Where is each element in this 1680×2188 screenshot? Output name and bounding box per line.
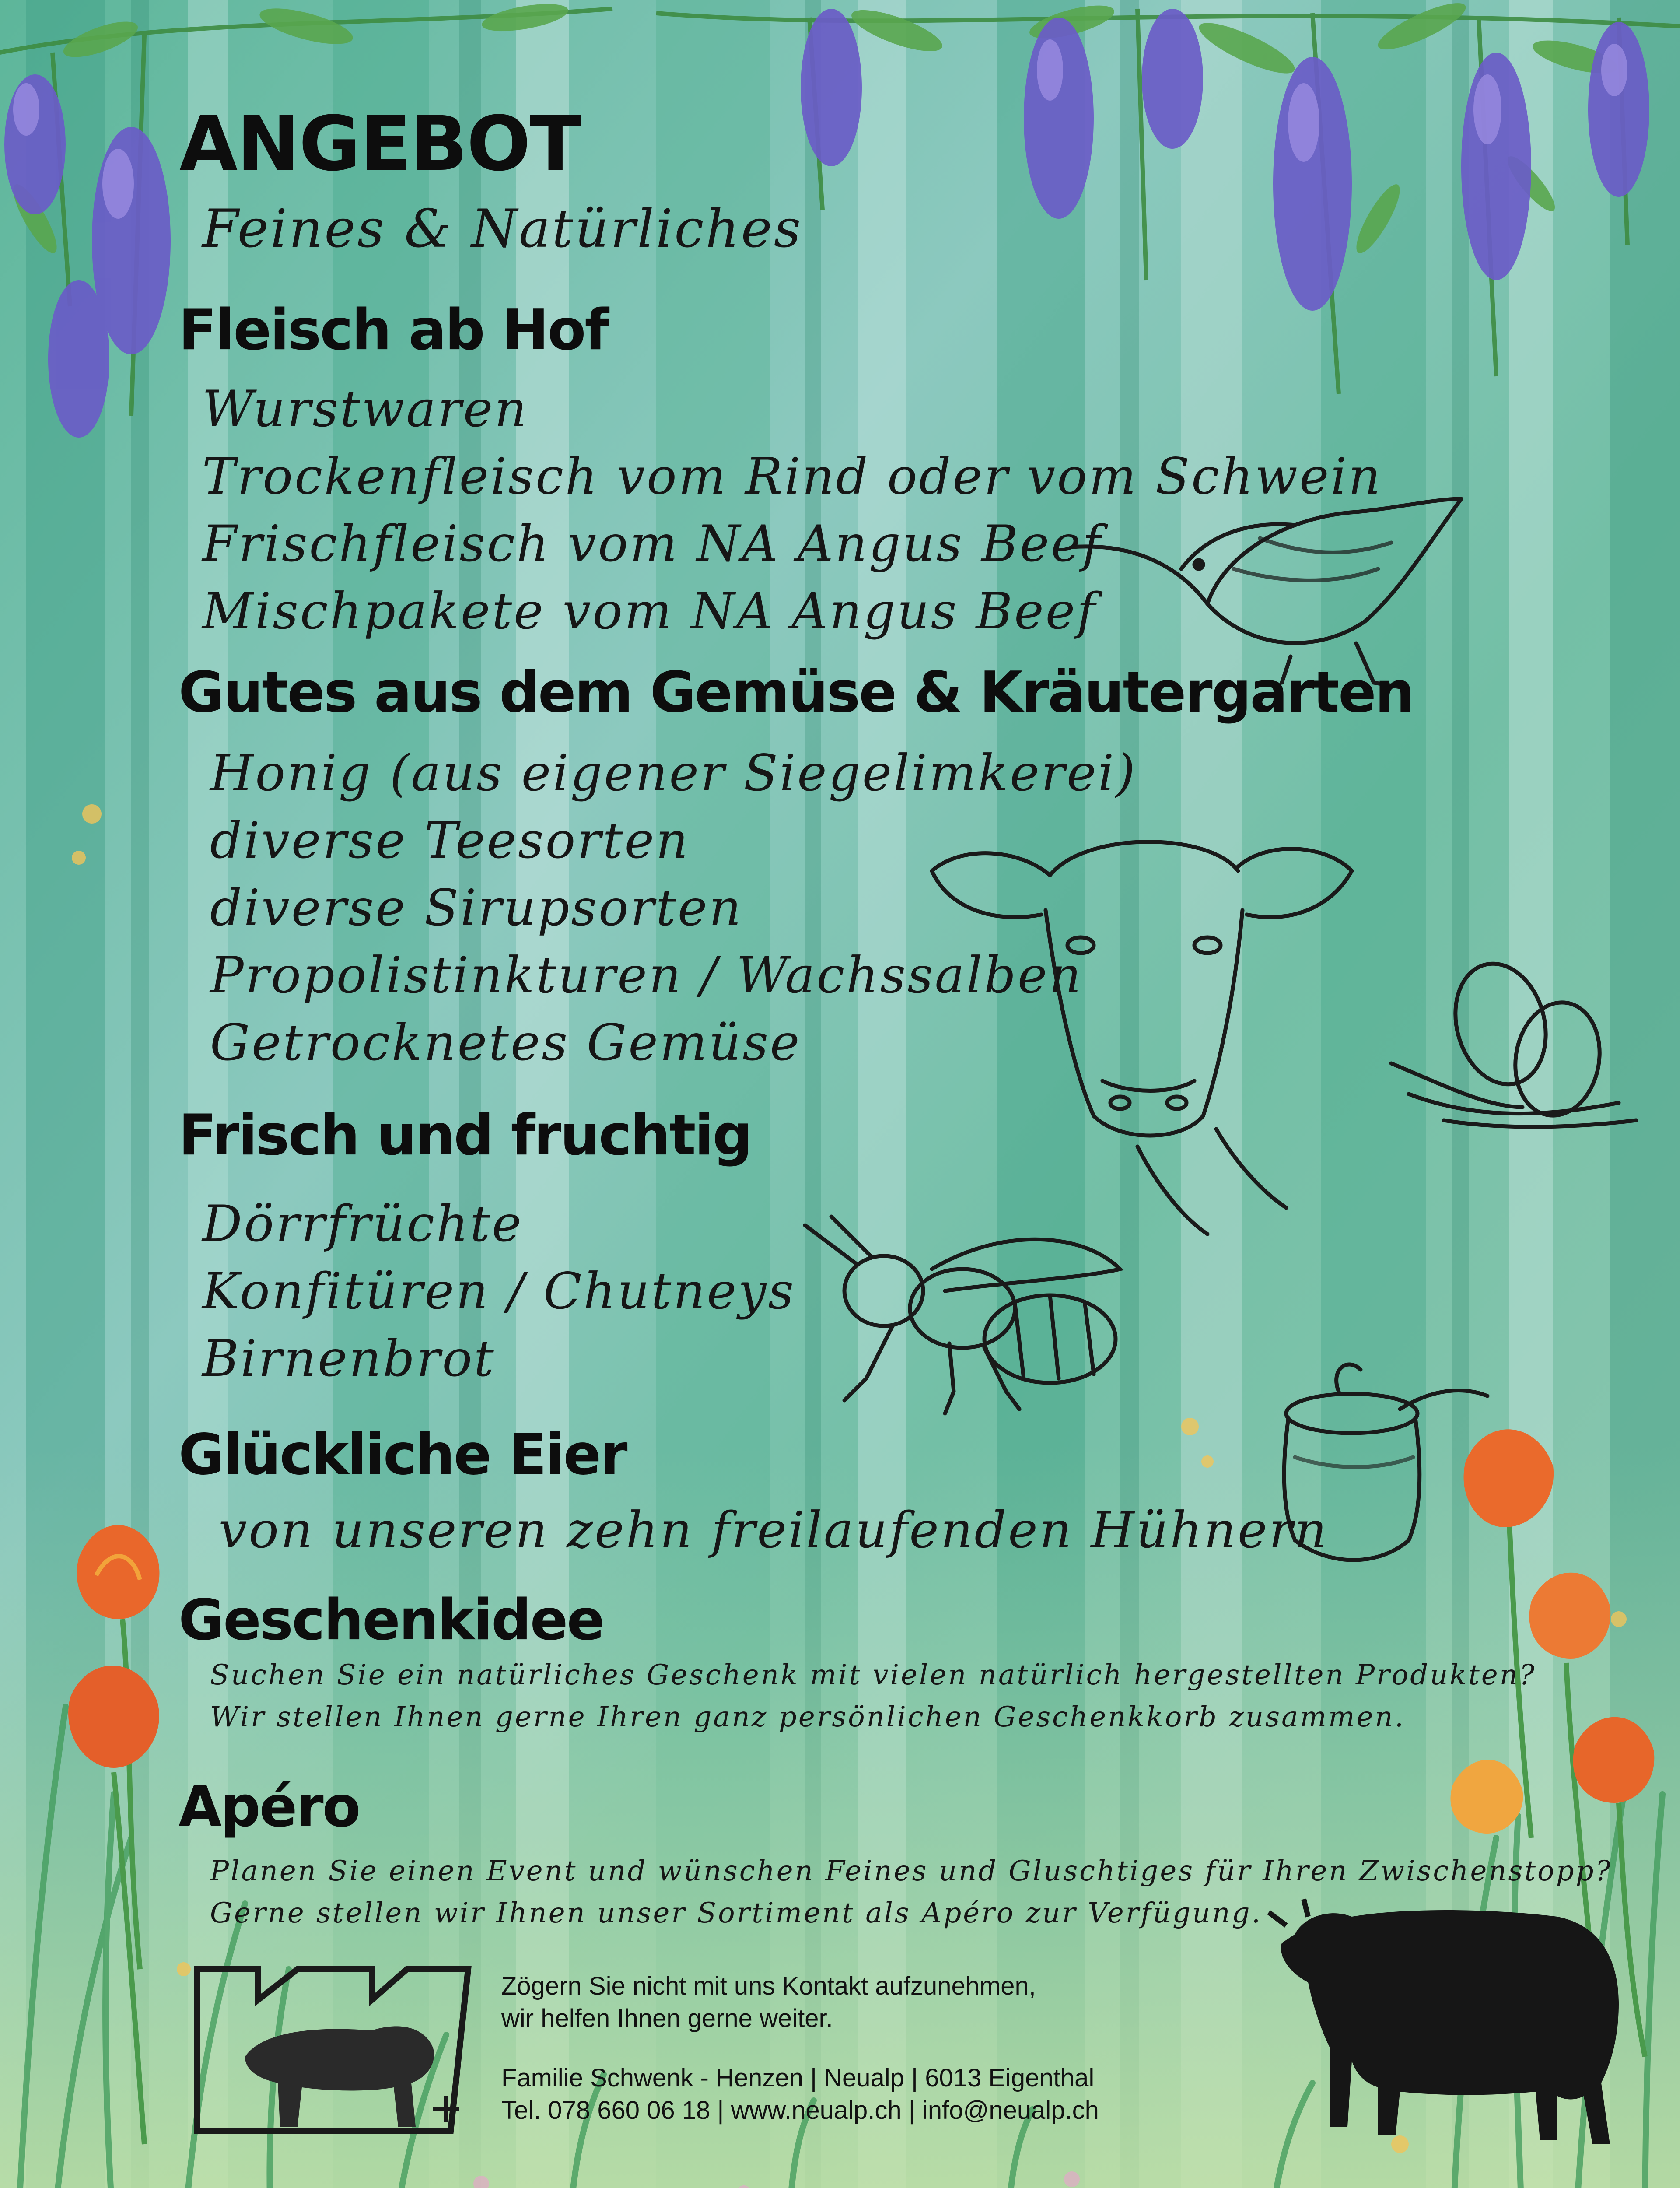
text-line: Planen Sie einen Event und wünschen Feines und Gluschtiges für Ihren Zwischenstopp? xyxy=(210,1855,1612,1887)
list-item: diverse Sirupsorten xyxy=(210,879,743,937)
section-heading-fleisch: Fleisch ab Hof xyxy=(178,298,608,363)
list-item: Wurstwaren xyxy=(202,380,528,438)
section-text-geschenkidee xyxy=(210,1654,1536,1738)
section-heading-gemuese: Gutes aus dem Gemüse & Kräutergarten xyxy=(178,660,1414,725)
section-heading-apero: Apéro xyxy=(178,1774,360,1840)
section-text-apero xyxy=(210,1850,1612,1934)
text-line: Gerne stellen wir Ihnen unser Sortiment als Apéro zur Verfügung. xyxy=(210,1897,1262,1929)
footer-invite-line2: wir helfen Ihnen gerne weiter. xyxy=(501,2004,833,2033)
section-text-eier: von unseren zehn freilaufenden Hühnern xyxy=(219,1501,1329,1559)
list-item: Propolistinkturen / Wachssalben xyxy=(210,946,1083,1004)
list-item: Getrocknetes Gemüse xyxy=(210,1013,802,1072)
section-heading-eier: Glückliche Eier xyxy=(178,1422,626,1487)
list-item: Honig (aus eigener Siegelimkerei) xyxy=(210,744,1137,802)
section-list-fleisch xyxy=(202,375,1382,645)
list-item: Birnenbrot xyxy=(202,1329,496,1388)
text-line: Wir stellen Ihnen gerne Ihren ganz persönlichen Geschenkkorb zusammen. xyxy=(210,1701,1406,1733)
list-item: Konfitüren / Chutneys xyxy=(202,1262,795,1320)
footer-invite xyxy=(501,1970,1036,2035)
section-heading-frisch: Frisch und fruchtig xyxy=(178,1103,752,1168)
poster-subtitle: Feines & Natürliches xyxy=(202,199,803,259)
footer-address: Familie Schwenk - Henzen | Neualp | 6013 Eigenthal xyxy=(501,2064,1095,2092)
section-heading-geschenkidee: Geschenkidee xyxy=(178,1588,604,1653)
footer-contact-line: Tel. 078 660 06 18 | www.neualp.ch | info@neualp.ch xyxy=(501,2096,1099,2125)
list-item: Mischpakete vom NA Angus Beef xyxy=(202,582,1097,640)
list-item: Frischfleisch vom NA Angus Beef xyxy=(202,515,1102,573)
text-line: Suchen Sie ein natürliches Geschenk mit vielen natürlich hergestellten Produkten? xyxy=(210,1659,1536,1691)
section-list-gemuese xyxy=(210,740,1137,1076)
neualp-logo xyxy=(188,1965,477,2140)
poster-title: ANGEBOT xyxy=(179,100,581,188)
list-item: diverse Teesorten xyxy=(210,811,690,870)
section-list-frisch xyxy=(202,1190,795,1392)
footer-contact xyxy=(501,2062,1099,2127)
footer-invite-line1: Zögern Sie nicht mit uns Kontakt aufzunehmen, xyxy=(501,1972,1036,2000)
list-item: Dörrfrüchte xyxy=(202,1195,523,1253)
list-item: Trockenfleisch vom Rind oder vom Schwein xyxy=(202,447,1382,505)
